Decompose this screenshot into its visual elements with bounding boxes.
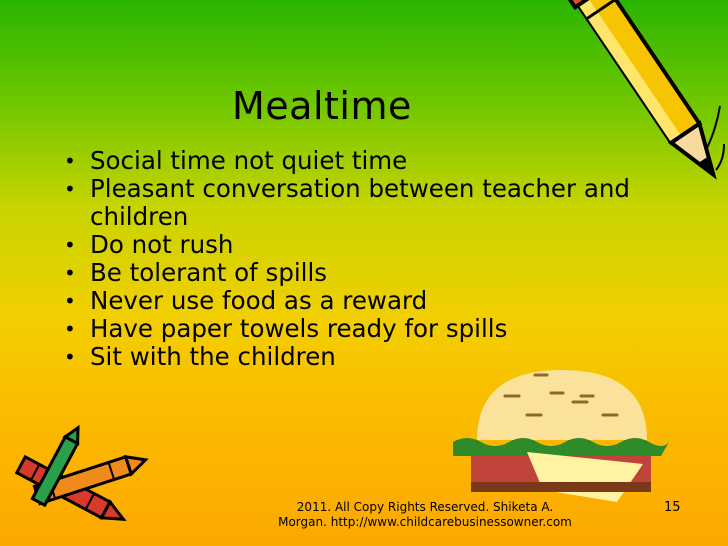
bullet-list (60, 147, 670, 371)
list-item: • Sit with the children (60, 343, 670, 371)
page-number: 15 (664, 500, 681, 515)
slide-title: Mealtime (232, 84, 412, 128)
list-item: • Be tolerant of spills (60, 259, 670, 287)
list-item: • Have paper towels ready for spills (60, 315, 670, 343)
list-item: • Social time not quiet time (60, 147, 670, 175)
list-item: • Pleasant conversation between teacher and children (60, 175, 670, 231)
list-item: • Do not rush (60, 231, 670, 259)
list-item: • Never use food as a reward (60, 287, 670, 315)
hamburger-icon (447, 360, 677, 520)
copyright-footer: 2011. All Copy Rights Reserved. Shiketa A. Morgan. http://www.childcarebusinessowner.com (278, 500, 572, 529)
crayons-icon (0, 438, 150, 546)
